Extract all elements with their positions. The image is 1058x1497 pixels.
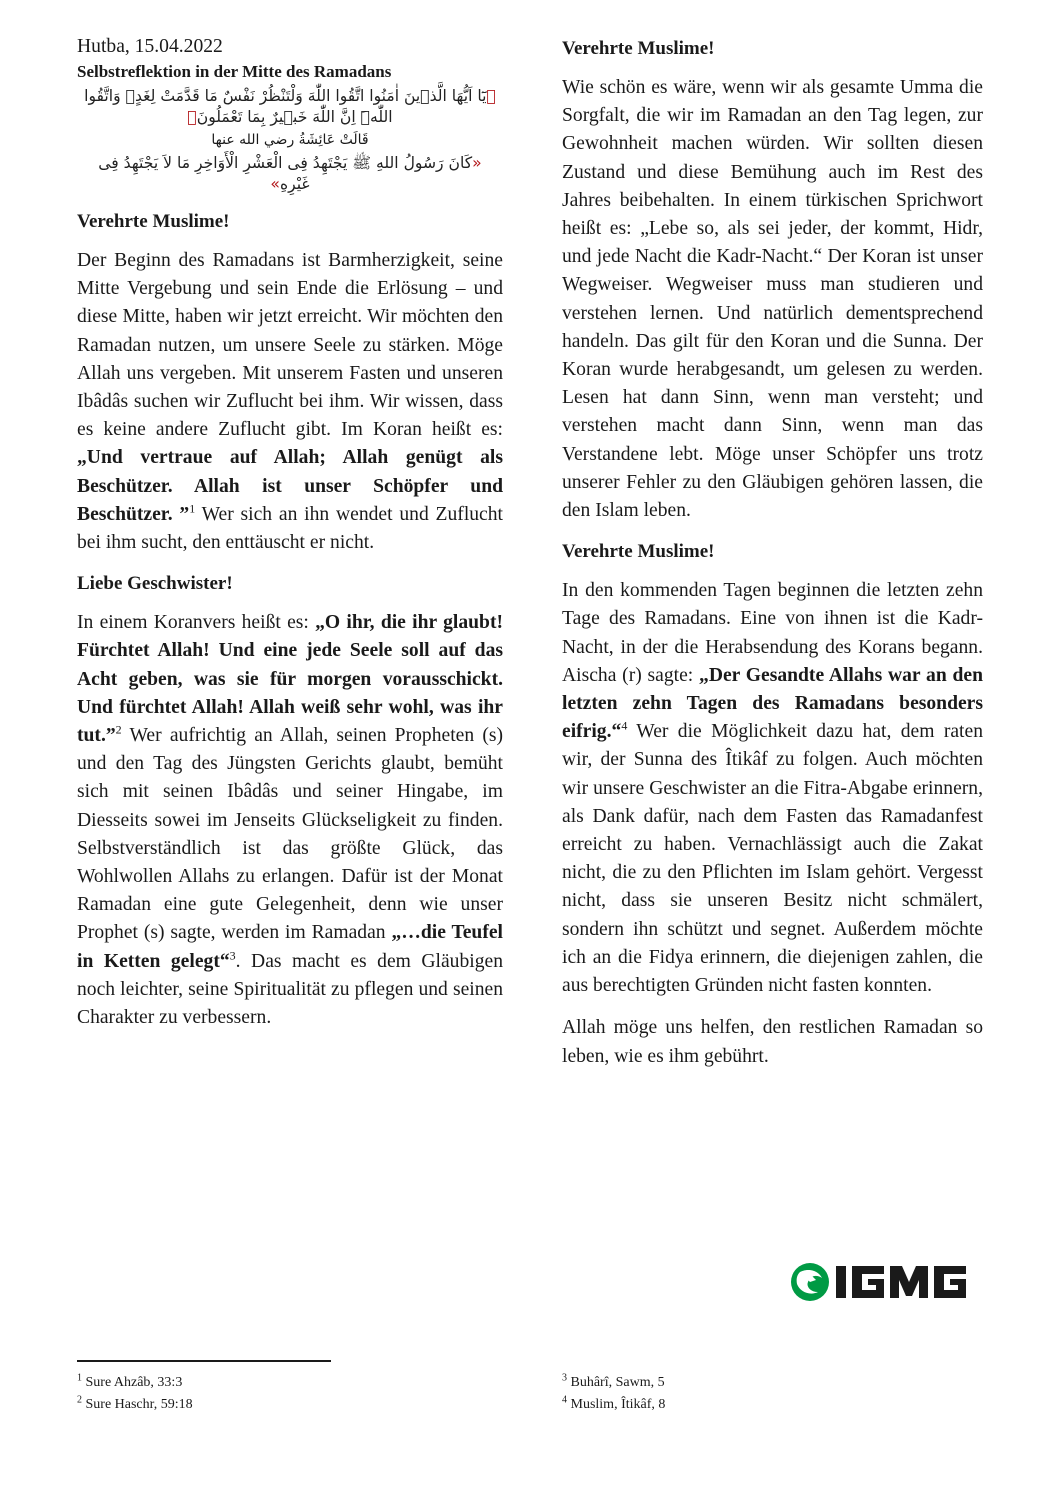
quran-quote: „O ihr, die ihr glaubt! Fürchtet Allah! Und eine jede Seele soll auf das Acht geben, was sie für morgen vorausschickt. Und fürchtet Allah! Allah weiß sehr wohl, was ihr tut.”: [77, 612, 503, 747]
ayah-bracket-open: ﴿: [486, 87, 496, 105]
footnote: [562, 1394, 665, 1415]
section-heading: Verehrte Muslime!: [77, 211, 230, 232]
ayah-bracket-close: ﴾: [187, 108, 197, 126]
paragraph-text: . Das macht es dem Gläubigen noch leichter, seine Spiritualität zu pflegen und seinen Charakter zu verbessern.: [77, 950, 503, 1029]
section-heading: Liebe Geschwister!: [77, 573, 233, 595]
igmg-logo-mark: [788, 1260, 982, 1304]
footnote-ref: 1: [189, 501, 196, 516]
quran-quote: „Und vertraue auf Allah; Allah genügt als Beschützer. Allah ist unser Schöpfer und Beschützer. ”: [77, 447, 503, 525]
footnote: [77, 1372, 182, 1393]
paragraph-text: Wer die Möglichkeit dazu hat, dem raten wir, der Sunna des Îtikâf zu folgen. Auch möchten wir unsere Geschwister an die Fitra-Abgabe erinnern, als Dank dafür, nach dem Fasten das Ramadanfest erreicht zu haben. Vernachlässigt auch die Zakat nicht, die zu den Pflichten im Islam gehört. Vergesst nicht, dass sie unseren Besitz nicht schmälert, sondern ihn schützt und segnet. Außerdem möchte ich an die Fidya erinnern, die diejenigen zahlen, die aus berechtigten Gründen nicht fasten konnten.: [562, 721, 983, 997]
footnote-ref: 2: [115, 722, 122, 737]
hadith-intro: قَالَتْ عَائِشَةُ رضي الله عنها: [211, 132, 369, 148]
footnote-text: Sure Ahzâb, 33:3: [85, 1375, 183, 1390]
paragraph: [77, 609, 503, 1032]
footnote: [77, 1394, 193, 1415]
section-heading: Verehrte Muslime!: [562, 38, 715, 59]
hadith-quote-close: »: [270, 175, 280, 193]
hutba-date: Hutba, 15.04.2022: [77, 36, 223, 57]
right-column: [562, 36, 983, 1085]
left-column: [77, 36, 503, 1046]
paragraph-text: In den kommenden Tagen beginnen die letzten zehn Tage des Ramadans. Eine von ihnen ist die Kadr-Nacht, in der die Herabsendung des Korans begann. Aischa (r) sagte:: [562, 580, 983, 686]
footnote-number: 4: [562, 1394, 567, 1406]
footnote-number: 1: [77, 1372, 82, 1384]
footnote-ref: 3: [229, 948, 236, 963]
footnote: [562, 1372, 665, 1393]
footnote-text: Sure Haschr, 59:18: [85, 1397, 193, 1412]
footnote-text: Muslim, Îtikâf, 8: [570, 1397, 666, 1412]
arabic-hadith: [77, 153, 503, 195]
paragraph-text: In einem Koranvers heißt es:: [77, 612, 316, 634]
hadith-quote-open: «: [472, 154, 482, 172]
footnote-number: 3: [562, 1372, 567, 1384]
arabic-ayah: [77, 86, 503, 128]
footnote-separator: [77, 1360, 331, 1362]
paragraph-text: Wer aufrichtig an Allah, seinen Propheten (s) und den Tag des Jüngsten Gerichts glaubt, bemüht sich mit seinen Ibâdâs und seiner Hingabe, im Diesseits sowei im Jenseits Glückseligkeit zu finden. Selbstverständlich ist das größte Glück, das Wohlwollen Allahs zu erlangen. Dafür ist der Monat Ramadan eine gute Gelegenheit, denn wie unser Prophet (s) sagte, werden im Ramadan: [77, 725, 503, 944]
ayah-text: يَٓا اَيُّهَا الَّذٖينَ اٰمَنُوا اتَّقُوا اللّٰهَ وَلْتَنْظُرْ نَفْسٌ مَا قَدَّمَتْ لِغَدٍۚ وَاتَّقُوا اللّٰهَۜ اِنَّ اللّٰهَ خَبٖيرٌ بِمَا تَعْمَلُونَ: [84, 87, 487, 126]
footnote-number: 2: [77, 1394, 82, 1406]
footnote-text: Buhârî, Sawm, 5: [570, 1375, 665, 1390]
closing-paragraph: Allah möge uns helfen, den restlichen Ramadan so leben, wie es ihm gebührt.: [562, 1017, 983, 1067]
paragraph: [562, 577, 983, 1000]
igmg-logo: [788, 1260, 982, 1304]
hutba-title: Selbstreflektion in der Mitte des Ramadans: [77, 62, 392, 81]
section-heading: Verehrte Muslime!: [562, 541, 715, 563]
paragraph-text: Der Beginn des Ramadans ist Barmherzigkeit, seine Mitte Vergebung und sein Ende die Erlösung – und diese Mitte, haben wir jetzt erreicht. Wir möchten den Ramadan nutzen, um unsere Seele zu stärken. Möge Allah uns vergeben. Mit unserem Fasten und unseren Ibâdâs suchen wir Zuflucht bei ihm. Wir wissen, dass es keine andere Zuflucht gibt. Im Koran heißt es:: [77, 250, 503, 441]
hadith-text: كَانَ رَسُولُ اللهِ ﷺ يَجْتَهِدُ فِى الْعَشْرِ الْأَوَاخِرِ مَا لاَ يَجْتَهِدُ فِى غَيْرِهِ: [98, 154, 473, 193]
footnote-ref: 4: [621, 718, 628, 733]
paragraph: Wie schön es wäre, wenn wir als gesamte Umma die Sorgfalt, die wir im Ramadan an den Tag legen, zur Gewohnheit machen würden. Wir sollten diesen Zustand und diese Bemühung auch im Rest des Jahres beibehalten. In einem türkischen Sprichwort heißt es: „Lebe so, als sei jeder, der kommt, Hidr, und jede Nacht die Kadr-Nacht.“ Der Koran ist unser Wegweiser. Wegweiser muss man studieren und verstehen lernen. Und natürlich dementsprechend handeln. Das gilt für den Koran und die Sunna. Der Koran wurde herabgesandt, um gelesen zu werden. Lesen hat dann Sinn, wenn man versteht; und verstehen macht dann Sinn, wenn man das Verstandene lebt. Möge unser Schöpfer uns trotz unserer Fehler zu den Gläubigen gehören lassen, die den Islam leben.: [562, 77, 983, 522]
paragraph: [77, 247, 503, 557]
hadith-quote: „…die Teufel in Ketten gelegt“: [77, 922, 503, 972]
paragraph-text: Wer sich an ihn wendet und Zuflucht bei ihm sucht, den enttäuscht er nicht.: [77, 503, 503, 554]
hadith-quote: „Der Gesandte Allahs war an den letzten zehn Tagen des Ramadans besonders eifrig.“: [562, 664, 983, 743]
